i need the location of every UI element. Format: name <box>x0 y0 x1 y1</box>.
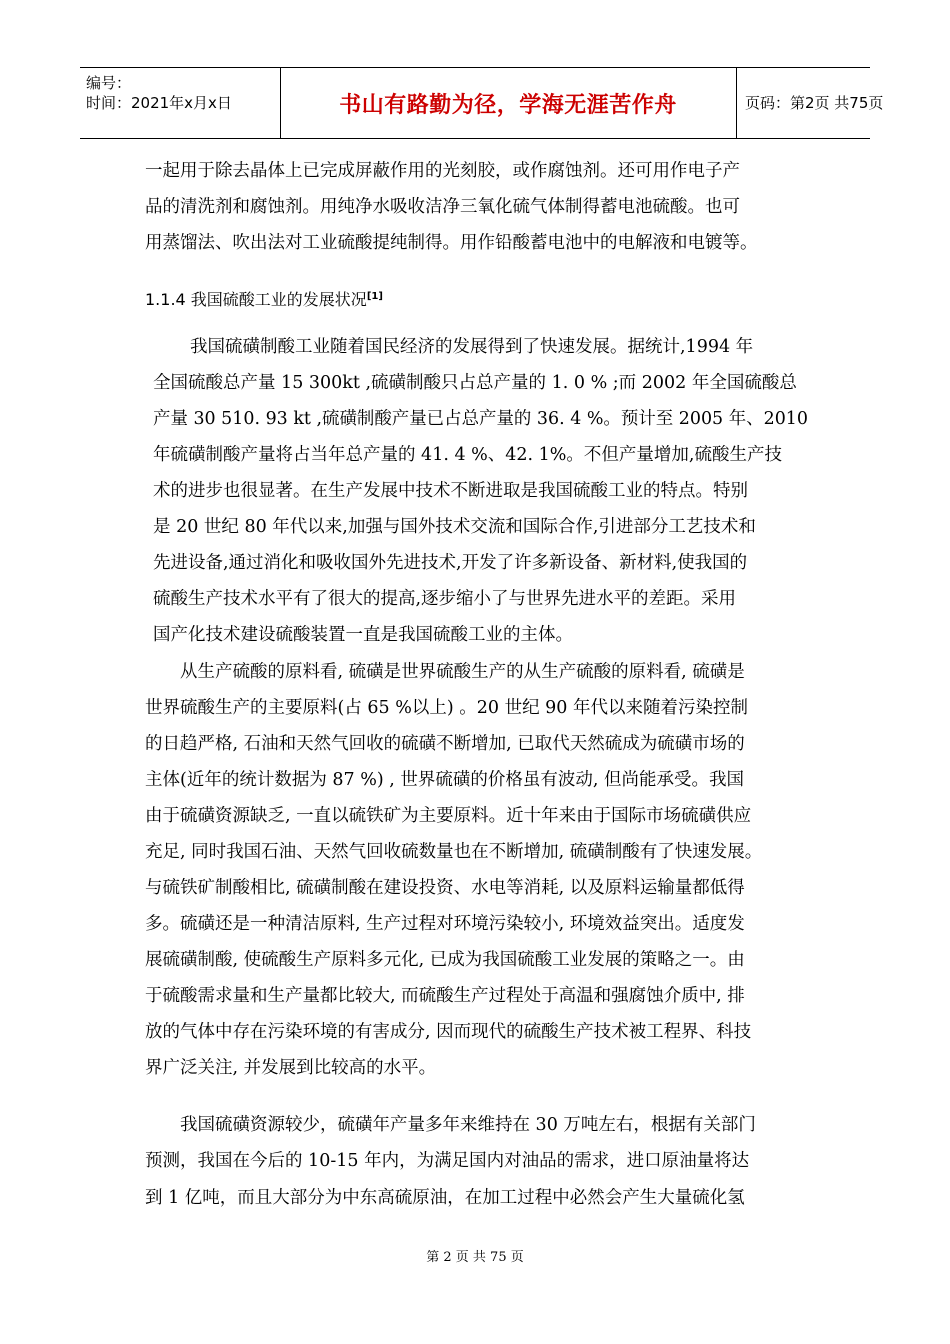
text-line: 展硫磺制酸, 使硫酸生产原料多元化, 已成为我国硫酸工业发展的策略之一。由 <box>145 950 745 970</box>
citation-ref: [1] <box>366 291 383 302</box>
text-line: 从生产硫酸的原料看, 硫磺是世界硫酸生产的从生产硫酸的原料看, 硫磺是 <box>180 662 745 682</box>
section-heading-text: 1.1.4 我国硫酸工业的发展状况 <box>145 290 367 309</box>
text-line: 硫酸生产技术水平有了很大的提高,逐步缩小了与世界先进水平的差距。采用 <box>153 589 737 609</box>
header-motto: 书山有路勤为径，学海无涯苦作舟 <box>339 93 677 118</box>
text-line: 充足, 同时我国石油、天然气回收硫数量也在不断增加, 硫磺制酸有了快速发展。 <box>145 842 763 862</box>
text-line: 年硫磺制酸产量将占当年总产量的 41. 4 %、42. 1%。不但产量增加,硫酸生产技 <box>153 445 782 465</box>
text-line: 全国硫酸总产量 15 300kt ,硫磺制酸只占总产量的 1. 0 % ;而 2002 年全国硫酸总 <box>153 373 797 393</box>
text-line: 世界硫酸生产的主要原料(占 65 %以上) 。20 世纪 90 年代以来随着污染控制 <box>145 698 748 718</box>
page-footer: 第 2 页 共 75 页 <box>426 1250 524 1265</box>
section-heading <box>145 286 383 311</box>
header-meta-cell <box>80 68 281 138</box>
page-header <box>80 67 884 139</box>
text-line: 产量 30 510. 93 kt ,硫磺制酸产量已占总产量的 36. 4 %。预计至 2005 年、2010 <box>153 409 808 429</box>
text-line: 于硫酸需求量和生产量都比较大, 而硫酸生产过程处于高温和强腐蚀介质中, 排 <box>145 986 745 1006</box>
header-page-info: 页码：第2页 共75页 <box>745 94 884 112</box>
text-line: 到 1 亿吨，而且大部分为中东高硫原油，在加工过程中必然会产生大量硫化氢 <box>145 1188 745 1208</box>
text-line: 界广泛关注, 并发展到比较高的水平。 <box>145 1058 437 1078</box>
text-line: 用蒸馏法、吹出法对工业硫酸提纯制得。用作铅酸蓄电池中的电解液和电镀等。 <box>145 233 758 253</box>
text-line: 与硫铁矿制酸相比, 硫磺制酸在建设投资、水电等消耗, 以及原料运输量都低得 <box>145 878 745 898</box>
serial-label: 编号： <box>86 74 132 92</box>
text-line: 我国硫磺资源较少，硫磺年产量多年来维持在 30 万吨左右，根据有关部门 <box>180 1115 756 1135</box>
text-line: 先进设备,通过消化和吸收国外先进技术,开发了许多新设备、新材料,使我国的 <box>153 553 748 573</box>
text-line: 预测，我国在今后的 10-15 年内，为满足国内对油品的需求，进口原油量将达 <box>145 1151 750 1171</box>
time-label: 时间：2021年x月x日 <box>86 94 232 112</box>
text-line: 的日趋严格, 石油和天然气回收的硫磺不断增加, 已取代天然硫成为硫磺市场的 <box>145 734 745 754</box>
text-line: 由于硫磺资源缺乏, 一直以硫铁矿为主要原料。近十年来由于国际市场硫磺供应 <box>145 806 752 826</box>
header-page-cell <box>737 68 884 138</box>
text-line: 术的进步也很显著。在生产发展中技术不断进取是我国硫酸工业的特点。特别 <box>153 481 748 501</box>
text-line: 主体(近年的统计数据为 87 %) , 世界硫磺的价格虽有波动, 但尚能承受。我国 <box>145 770 744 790</box>
text-line: 品的清洗剂和腐蚀剂。用纯净水吸收洁净三氧化硫气体制得蓄电池硫酸。也可 <box>145 197 740 217</box>
text-line: 多。硫磺还是一种清洁原料, 生产过程对环境污染较小, 环境效益突出。适度发 <box>145 914 745 934</box>
text-line: 是 20 世纪 80 年代以来,加强与国外技术交流和国际合作,引进部分工艺技术和 <box>153 517 756 537</box>
text-line: 我国硫磺制酸工业随着国民经济的发展得到了快速发展。据统计,1994 年 <box>190 337 754 357</box>
text-line: 一起用于除去晶体上已完成屏蔽作用的光刻胶，或作腐蚀剂。还可用作电子产 <box>145 161 740 181</box>
text-line: 放的气体中存在污染环境的有害成分, 因而现代的硫酸生产技术被工程界、科技 <box>145 1022 752 1042</box>
text-line: 国产化技术建设硫酸装置一直是我国硫酸工业的主体。 <box>153 625 573 645</box>
header-motto-cell <box>280 68 737 138</box>
